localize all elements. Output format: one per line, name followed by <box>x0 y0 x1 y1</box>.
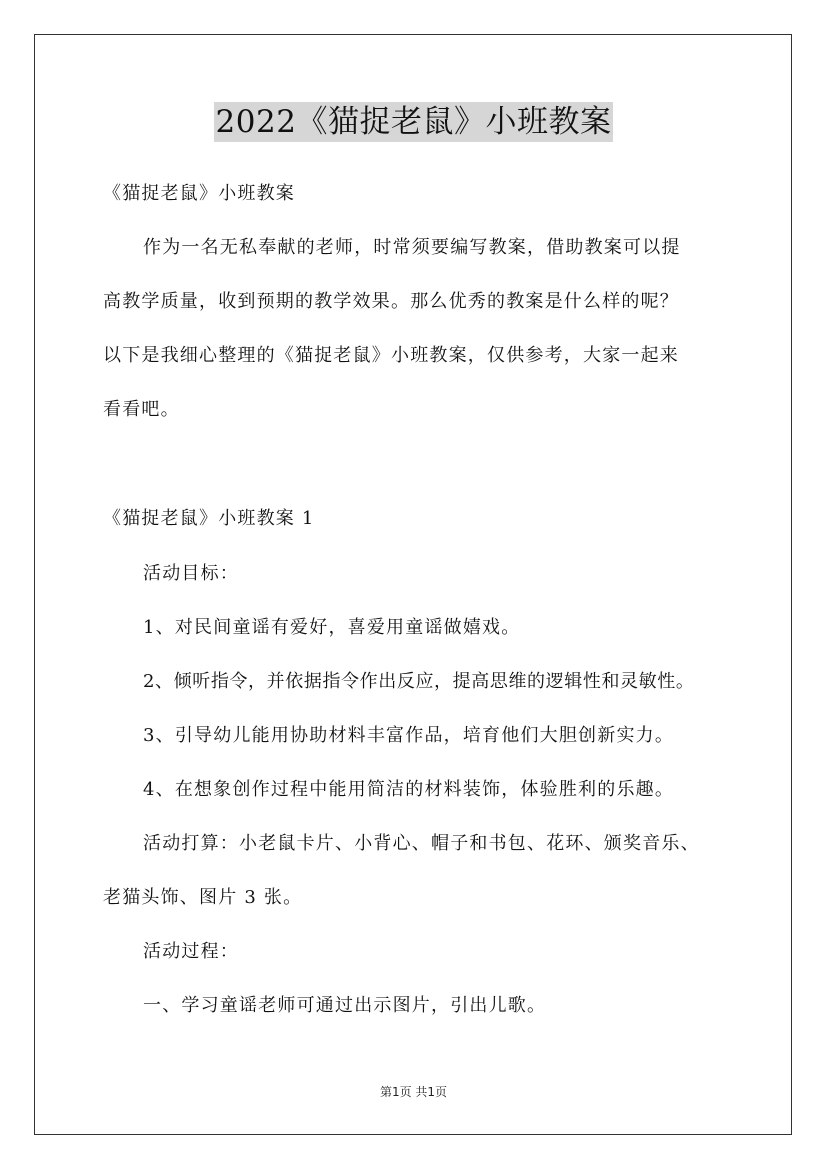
prep-line-2: 老猫头饰、图片 3 张。 <box>103 887 303 908</box>
intro-line-1: 作为一名无私奉献的老师，时常须要编写教案，借助教案可以提 <box>143 237 681 258</box>
intro-line-4: 看看吧。 <box>103 399 180 420</box>
goal-item-2: 2、倾听指令，并依据指令作出反应，提高思维的逻辑性和灵敏性。 <box>143 671 695 692</box>
page-footer: 第1页 共1页 <box>379 1085 448 1099</box>
process-step-1: 一、学习童谣老师可通过出示图片，引出儿歌。 <box>143 995 547 1016</box>
intro-line-2: 高教学质量，收到预期的教学效果。那么优秀的教案是什么样的呢？ <box>103 291 679 312</box>
subheading: 《猫捉老鼠》小班教案 <box>103 183 295 204</box>
intro-line-3: 以下是我细心整理的《猫捉老鼠》小班教案，仅供参考，大家一起来 <box>103 345 679 366</box>
process-label: 活动过程： <box>143 941 239 962</box>
prep-line-1: 活动打算：小老鼠卡片、小背心、帽子和书包、花环、颁奖音乐、 <box>143 833 700 854</box>
goal-item-4: 4、在想象创作过程中能用简洁的材料装饰，体验胜利的乐趣。 <box>143 779 675 800</box>
goal-item-1: 1、对民间童谣有爱好，喜爱用童谣做嬉戏。 <box>143 617 521 638</box>
goal-item-3: 3、引导幼儿能用协助材料丰富作品，培育他们大胆创新实力。 <box>143 725 675 746</box>
document-title: 2022《猫捉老鼠》小班教案 <box>215 104 612 140</box>
title-container <box>0 102 827 142</box>
goals-label: 活动目标： <box>143 563 239 584</box>
section-heading: 《猫捉老鼠》小班教案 1 <box>103 508 315 529</box>
